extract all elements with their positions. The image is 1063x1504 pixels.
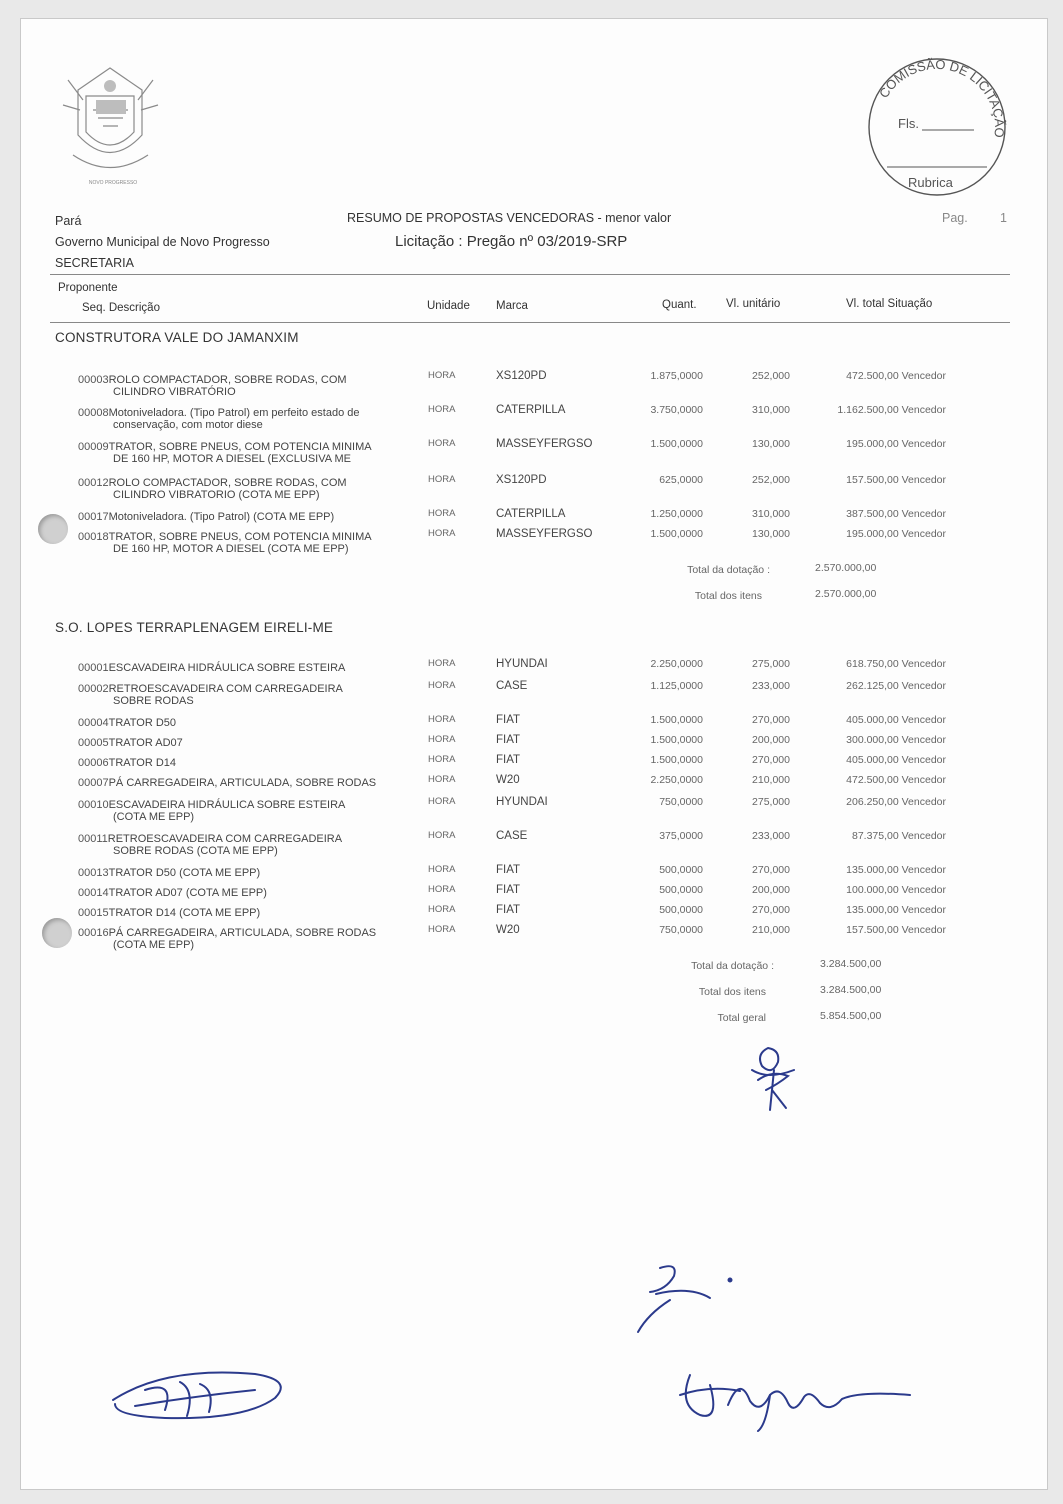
item-quantity: 625,0000 bbox=[659, 474, 703, 486]
item-unit: HORA bbox=[428, 438, 456, 449]
item-quantity: 1.500,0000 bbox=[650, 714, 703, 726]
stamp-fls-label: Fls. bbox=[898, 116, 919, 131]
item-unit: HORA bbox=[428, 680, 456, 691]
item-unit-price: 275,000 bbox=[752, 796, 790, 808]
item-unit: HORA bbox=[428, 904, 456, 915]
item-quantity: 750,0000 bbox=[659, 924, 703, 936]
item-description: Motoniveladora. (Tipo Patrol) em perfeito estado de bbox=[108, 407, 360, 419]
item-total-status: 135.000,00 Vencedor bbox=[846, 864, 946, 876]
col-unit-price: Vl. unitário bbox=[726, 298, 781, 310]
item-description: ESCAVADEIRA HIDRÁULICA SOBRE ESTEIRA bbox=[108, 799, 346, 811]
item-quantity: 2.250,0000 bbox=[650, 774, 703, 786]
item-unit-price: 210,000 bbox=[752, 774, 790, 786]
item-unit-price: 270,000 bbox=[752, 864, 790, 876]
item-quantity: 750,0000 bbox=[659, 796, 703, 808]
total-allocation-value: 3.284.500,00 bbox=[820, 958, 882, 970]
item-unit: HORA bbox=[428, 370, 456, 381]
item-seq: 00003 bbox=[78, 374, 109, 386]
item-unit: HORA bbox=[428, 774, 456, 785]
item-description-cont: (COTA ME EPP) bbox=[113, 811, 195, 823]
item-description: TRATOR D50 bbox=[108, 717, 177, 729]
item-brand: CATERPILLA bbox=[496, 404, 566, 416]
item-quantity: 500,0000 bbox=[659, 904, 703, 916]
item-total-status: 472.500,00 Vencedor bbox=[846, 774, 946, 786]
item-quantity: 500,0000 bbox=[659, 884, 703, 896]
item-seq: 00009 bbox=[78, 441, 109, 453]
item-description: TRATOR, SOBRE PNEUS, COM POTENCIA MINIMA bbox=[108, 531, 372, 543]
item-quantity: 375,0000 bbox=[659, 830, 703, 842]
item-brand: MASSEYFERGSO bbox=[496, 438, 593, 450]
item-total-status: 157.500,00 Vencedor bbox=[846, 924, 946, 936]
item-quantity: 500,0000 bbox=[659, 864, 703, 876]
item-description: TRATOR AD07 bbox=[108, 737, 183, 749]
item-unit-price: 252,000 bbox=[752, 370, 790, 382]
stamp-ring-text: COMISSÃO DE LICITAÇÃO bbox=[876, 56, 1008, 139]
item-unit-price: 310,000 bbox=[752, 508, 790, 520]
item-description: TRATOR, SOBRE PNEUS, COM POTENCIA MINIMA bbox=[108, 441, 372, 453]
item-quantity: 1.500,0000 bbox=[650, 754, 703, 766]
company-name: S.O. LOPES TERRAPLENAGEM EIRELI-ME bbox=[55, 620, 334, 635]
item-seq: 00004 bbox=[78, 717, 109, 729]
item-total-status: 262.125,00 Vencedor bbox=[846, 680, 946, 692]
item-quantity: 1.500,0000 bbox=[650, 528, 703, 540]
item-description-cont: conservação, com motor diese bbox=[113, 419, 263, 431]
item-description-cont: SOBRE RODAS bbox=[113, 695, 194, 707]
item-total-status: 618.750,00 Vencedor bbox=[846, 658, 946, 670]
item-unit-price: 252,000 bbox=[752, 474, 790, 486]
item-description: Motoniveladora. (Tipo Patrol) (COTA ME EPP) bbox=[108, 511, 335, 523]
item-total-status: 100.000,00 Vencedor bbox=[846, 884, 946, 896]
stamp-rubrica-label: Rubrica bbox=[908, 175, 953, 190]
signature-right-icon bbox=[670, 1355, 930, 1435]
item-description: TRATOR AD07 (COTA ME EPP) bbox=[108, 887, 267, 899]
col-unit: Unidade bbox=[427, 300, 470, 312]
item-seq: 00013 bbox=[78, 867, 109, 879]
item-quantity: 1.875,0000 bbox=[650, 370, 703, 382]
total-items-label: Total dos itens bbox=[698, 986, 766, 998]
item-unit-price: 200,000 bbox=[752, 884, 790, 896]
item-unit-price: 275,000 bbox=[752, 658, 790, 670]
item-unit-price: 270,000 bbox=[752, 714, 790, 726]
item-total-status: 135.000,00 Vencedor bbox=[846, 904, 946, 916]
item-description: TRATOR D50 (COTA ME EPP) bbox=[108, 867, 261, 879]
item-seq: 00001 bbox=[78, 662, 109, 674]
item-total-status: 387.500,00 Vencedor bbox=[846, 508, 946, 520]
svg-text:COMISSÃO DE LICITAÇÃO bbox=[876, 57, 1007, 138]
header-rule bbox=[50, 274, 1010, 275]
item-total-status: 300.000,00 Vencedor bbox=[846, 734, 946, 746]
item-seq: 00018 bbox=[78, 531, 109, 543]
col-total-status: Vl. total Situação bbox=[846, 298, 933, 310]
item-total-status: 405.000,00 Vencedor bbox=[846, 714, 946, 726]
item-seq: 00005 bbox=[78, 737, 109, 749]
item-brand: W20 bbox=[496, 774, 520, 786]
item-unit: HORA bbox=[428, 830, 456, 841]
item-description: RETROESCAVADEIRA COM CARREGADEIRA bbox=[108, 683, 343, 695]
item-description: PÁ CARREGADEIRA, ARTICULADA, SOBRE RODAS bbox=[108, 777, 377, 789]
item-description: RETROESCAVADEIRA COM CARREGADEIRA bbox=[107, 833, 343, 845]
item-seq: 00015 bbox=[78, 907, 109, 919]
commission-stamp-icon bbox=[862, 52, 1012, 202]
item-seq: 00008 bbox=[78, 407, 109, 419]
item-description: ROLO COMPACTADOR, SOBRE RODAS, COM bbox=[108, 477, 347, 489]
page-label: Pag. bbox=[942, 211, 968, 225]
item-quantity: 3.750,0000 bbox=[650, 404, 703, 416]
item-quantity: 1.500,0000 bbox=[650, 438, 703, 450]
item-total-status: 87.375,00 Vencedor bbox=[852, 830, 946, 842]
item-seq: 00006 bbox=[78, 757, 109, 769]
item-total-status: 472.500,00 Vencedor bbox=[846, 370, 946, 382]
item-unit: HORA bbox=[428, 754, 456, 765]
item-description: TRATOR D14 (COTA ME EPP) bbox=[108, 907, 261, 919]
item-description-cont: SOBRE RODAS (COTA ME EPP) bbox=[113, 845, 278, 857]
item-unit-price: 270,000 bbox=[752, 904, 790, 916]
item-total-status: 405.000,00 Vencedor bbox=[846, 754, 946, 766]
grand-total-value: 5.854.500,00 bbox=[820, 1010, 882, 1022]
item-unit: HORA bbox=[428, 528, 456, 539]
item-seq: 00017 bbox=[78, 511, 109, 523]
item-seq: 00010 bbox=[78, 799, 109, 811]
item-quantity: 2.250,0000 bbox=[650, 658, 703, 670]
item-seq: 00014 bbox=[78, 887, 109, 899]
item-brand: HYUNDAI bbox=[496, 796, 548, 808]
item-unit-price: 210,000 bbox=[752, 924, 790, 936]
item-seq: 00016 bbox=[78, 927, 109, 939]
item-unit: HORA bbox=[428, 796, 456, 807]
col-brand: Marca bbox=[496, 300, 528, 312]
signature-mark-icon bbox=[630, 1256, 740, 1336]
item-seq: 00007 bbox=[78, 777, 109, 789]
crest-caption: NOVO PROGRESSO bbox=[88, 180, 138, 186]
item-description: TRATOR D14 bbox=[108, 757, 177, 769]
total-allocation-label: Total da dotação : bbox=[687, 564, 770, 576]
item-unit-price: 233,000 bbox=[752, 680, 790, 692]
item-brand: CASE bbox=[496, 830, 528, 842]
total-allocation-label: Total da dotação : bbox=[691, 960, 774, 972]
punch-hole-bottom bbox=[42, 918, 72, 948]
item-unit: HORA bbox=[428, 924, 456, 935]
item-unit: HORA bbox=[428, 404, 456, 415]
item-brand: XS120PD bbox=[496, 370, 547, 382]
item-description: PÁ CARREGADEIRA, ARTICULADA, SOBRE RODAS bbox=[108, 927, 377, 939]
item-description-cont: CILINDRO VIBRATORIO (COTA ME EPP) bbox=[113, 489, 320, 501]
item-brand: W20 bbox=[496, 924, 520, 936]
item-unit: HORA bbox=[428, 734, 456, 745]
item-total-status: 195.000,00 Vencedor bbox=[846, 438, 946, 450]
total-allocation-value: 2.570.000,00 bbox=[815, 562, 877, 574]
col-qty: Quant. bbox=[662, 299, 697, 311]
report-title: RESUMO DE PROPOSTAS VENCEDORAS - menor valor bbox=[347, 211, 672, 225]
item-brand: FIAT bbox=[496, 904, 521, 916]
col-seq-desc: Seq. Descrição bbox=[82, 302, 160, 314]
item-brand: CATERPILLA bbox=[496, 508, 566, 520]
item-brand: FIAT bbox=[496, 864, 521, 876]
department-label: SECRETARIA bbox=[55, 256, 134, 270]
item-unit-price: 200,000 bbox=[752, 734, 790, 746]
item-unit: HORA bbox=[428, 884, 456, 895]
item-unit-price: 130,000 bbox=[752, 528, 790, 540]
signature-initials-icon bbox=[738, 1040, 808, 1115]
punch-hole-top bbox=[38, 514, 68, 544]
grand-total-label: Total geral bbox=[717, 1012, 766, 1024]
total-items-value: 3.284.500,00 bbox=[820, 984, 882, 996]
government-label: Governo Municipal de Novo Progresso bbox=[55, 235, 270, 249]
item-brand: FIAT bbox=[496, 734, 521, 746]
item-seq: 00011 bbox=[78, 833, 108, 845]
item-description-cont: (COTA ME EPP) bbox=[113, 939, 195, 951]
item-quantity: 1.500,0000 bbox=[650, 734, 703, 746]
item-description: ROLO COMPACTADOR, SOBRE RODAS, COM bbox=[108, 374, 347, 386]
item-description-cont: DE 160 HP, MOTOR A DIESEL (COTA ME EPP) bbox=[113, 543, 349, 555]
tender-title: Licitação : Pregão nº 03/2019-SRP bbox=[395, 233, 628, 250]
col-proponent: Proponente bbox=[58, 282, 118, 294]
item-brand: HYUNDAI bbox=[496, 658, 548, 670]
item-total-status: 206.250,00 Vencedor bbox=[846, 796, 946, 808]
item-unit: HORA bbox=[428, 474, 456, 485]
item-brand: MASSEYFERGSO bbox=[496, 528, 593, 540]
item-quantity: 1.125,0000 bbox=[650, 680, 703, 692]
item-seq: 00012 bbox=[78, 477, 109, 489]
item-unit-price: 270,000 bbox=[752, 754, 790, 766]
signature-left-icon bbox=[105, 1360, 290, 1430]
item-total-status: 195.000,00 Vencedor bbox=[846, 528, 946, 540]
page-number: 1 bbox=[1000, 211, 1007, 225]
item-brand: FIAT bbox=[496, 714, 521, 726]
item-brand: CASE bbox=[496, 680, 528, 692]
item-description: ESCAVADEIRA HIDRÁULICA SOBRE ESTEIRA bbox=[108, 662, 346, 674]
item-brand: FIAT bbox=[496, 754, 521, 766]
column-header-rule bbox=[50, 322, 1010, 323]
municipal-crest-icon bbox=[58, 60, 163, 180]
item-unit: HORA bbox=[428, 714, 456, 725]
item-brand: FIAT bbox=[496, 884, 521, 896]
item-unit: HORA bbox=[428, 508, 456, 519]
item-description-cont: CILINDRO VIBRATÓRIO bbox=[113, 386, 236, 398]
company-name: CONSTRUTORA VALE DO JAMANXIM bbox=[55, 330, 299, 345]
item-total-status: 157.500,00 Vencedor bbox=[846, 474, 946, 486]
item-total-status: 1.162.500,00 Vencedor bbox=[837, 404, 946, 416]
item-description-cont: DE 160 HP, MOTOR A DIESEL (EXCLUSIVA ME bbox=[113, 453, 352, 465]
total-items-value: 2.570.000,00 bbox=[815, 588, 877, 600]
total-items-label: Total dos itens bbox=[694, 590, 762, 602]
item-unit-price: 130,000 bbox=[752, 438, 790, 450]
item-seq: 00002 bbox=[78, 683, 109, 695]
item-unit: HORA bbox=[428, 864, 456, 875]
state-label: Pará bbox=[55, 214, 82, 228]
item-brand: XS120PD bbox=[496, 474, 547, 486]
item-unit-price: 310,000 bbox=[752, 404, 790, 416]
item-unit: HORA bbox=[428, 658, 456, 669]
item-unit-price: 233,000 bbox=[752, 830, 790, 842]
item-quantity: 1.250,0000 bbox=[650, 508, 703, 520]
